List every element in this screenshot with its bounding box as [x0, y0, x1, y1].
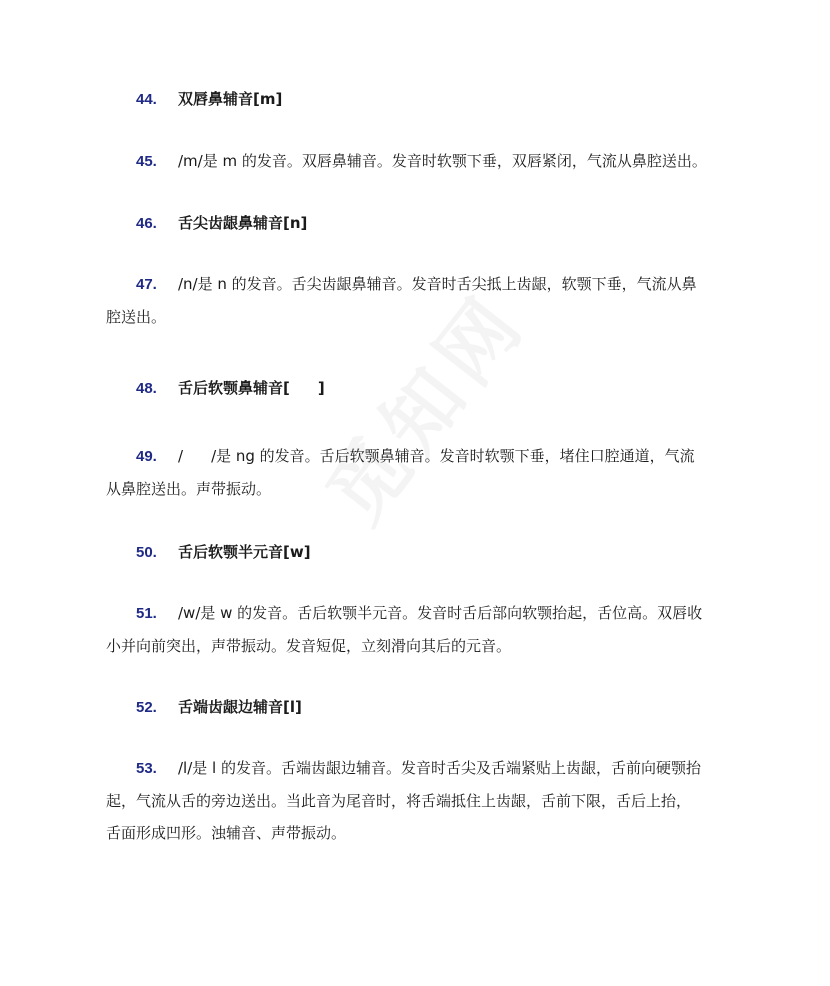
item-text-line: 从鼻腔送出。声带振动。: [106, 480, 272, 498]
item-number: 53.: [136, 760, 157, 777]
item-text-line: 腔送出。: [106, 308, 167, 326]
item-number: 44.: [136, 91, 157, 108]
item-text-part: /: [178, 447, 184, 465]
list-item: [106, 691, 728, 724]
list-item: [106, 752, 728, 849]
item-text-part: /是 ng 的发音。舌后软颚鼻辅音。发音时软颚下垂，堵住口腔通道，气流: [211, 447, 695, 465]
list-item: [106, 268, 728, 333]
list-item: [106, 207, 728, 240]
item-heading-part: ]: [317, 379, 325, 397]
item-number: 47.: [136, 276, 157, 293]
list-item: [106, 83, 728, 116]
list-item: [106, 440, 728, 505]
item-text-line: 舌面形成凹形。浊辅音、声带振动。: [106, 824, 347, 842]
item-number: 46.: [136, 215, 157, 232]
item-heading-part: 舌后软颚鼻辅音[: [178, 379, 290, 397]
item-heading: 双唇鼻辅音[m]: [178, 90, 283, 108]
item-number: 51.: [136, 605, 157, 622]
item-number: 45.: [136, 153, 157, 170]
item-heading: 舌尖齿龈鼻辅音[n]: [178, 214, 308, 232]
list-item: [106, 536, 728, 569]
item-text-line: /w/是 w 的发音。舌后软颚半元音。发音时舌后部向软颚抬起，舌位高。双唇收: [178, 604, 703, 622]
item-text-line: 起，气流从舌的旁边送出。当此音为尾音时，将舌端抵住上齿龈，舌前下限，舌后上抬，: [106, 792, 692, 810]
item-heading: 舌端齿龈边辅音[l]: [178, 698, 302, 716]
item-number: 48.: [136, 380, 157, 397]
item-text-line: /n/是 n 的发音。舌尖齿龈鼻辅音。发音时舌尖抵上齿龈，软颚下垂，气流从鼻: [178, 275, 697, 293]
list-item: [106, 372, 728, 405]
item-number: 49.: [136, 448, 157, 465]
list-item: [106, 597, 728, 662]
item-number: 52.: [136, 699, 157, 716]
item-text-line: 小并向前突出，声带振动。发音短促，立刻滑向其后的元音。: [106, 637, 512, 655]
list-item: [106, 145, 728, 178]
item-text-line: /l/是 l 的发音。舌端齿龈边辅音。发音时舌尖及舌端紧贴上齿龈，舌前向硬颚抬: [178, 759, 701, 777]
item-text: /m/是 m 的发音。双唇鼻辅音。发音时软颚下垂，双唇紧闭，气流从鼻腔送出。: [178, 152, 707, 170]
item-heading: 舌后软颚半元音[w]: [178, 543, 311, 561]
item-number: 50.: [136, 544, 157, 561]
